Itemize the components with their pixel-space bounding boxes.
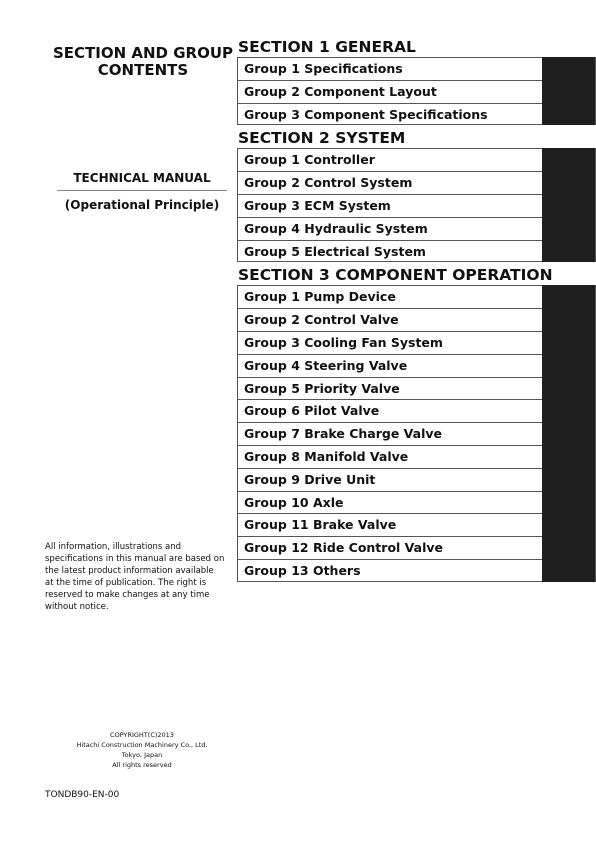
group-link[interactable]	[237, 308, 596, 331]
group-label: Group 4 Hydraulic System	[244, 220, 428, 236]
technical-manual-label: TECHNICAL MANUAL	[73, 171, 211, 185]
group-link[interactable]	[237, 171, 596, 194]
copyright-line: COPYRIGHT(C)2013	[110, 731, 174, 739]
group-link[interactable]	[237, 331, 596, 354]
index-tab	[542, 171, 595, 194]
group-label: Group 10 Axle	[244, 494, 344, 510]
index-tab	[542, 240, 595, 263]
disclaimer-line: without notice.	[45, 602, 109, 612]
group-label: Group 4 Steering Valve	[244, 357, 408, 373]
index-tab	[542, 103, 595, 126]
page-title-line2: CONTENTS	[97, 61, 189, 79]
index-tab	[542, 399, 595, 422]
copyright-notice	[62, 730, 222, 770]
manual-subtitle: (Operational Principle)	[64, 198, 220, 212]
group-list	[237, 57, 596, 125]
disclaimer-line: specifications in this manual are based on	[45, 554, 225, 564]
disclaimer-line: the latest product information available	[45, 566, 214, 576]
index-tab	[542, 513, 595, 536]
index-tab	[542, 194, 595, 217]
index-tab	[542, 354, 595, 377]
group-label: Group 2 Control System	[244, 175, 413, 191]
group-label: Group 7 Brake Charge Valve	[244, 426, 442, 442]
group-label: Group 3 Cooling Fan System	[244, 334, 443, 350]
group-label: Group 5 Priority Valve	[244, 380, 400, 396]
group-link[interactable]	[237, 468, 596, 491]
section-heading: SECTION 1 GENERAL	[238, 38, 416, 56]
index-tab	[542, 80, 595, 103]
index-tab	[542, 57, 595, 80]
group-link[interactable]	[237, 217, 596, 240]
group-label: Group 1 Specifications	[244, 61, 403, 76]
disclaimer	[45, 541, 230, 613]
group-link[interactable]	[237, 445, 596, 468]
group-label: Group 1 Controller	[244, 152, 375, 168]
index-tab	[542, 285, 595, 308]
group-link[interactable]	[237, 399, 596, 422]
group-label: Group 9 Drive Unit	[244, 471, 376, 487]
group-link[interactable]	[237, 103, 596, 126]
document-code: TONDB90-EN-00	[45, 790, 120, 800]
page-title-line1: SECTION AND GROUP	[52, 44, 234, 62]
group-link[interactable]	[237, 377, 596, 400]
section-heading: SECTION 2 SYSTEM	[238, 129, 406, 148]
page-title	[48, 45, 238, 79]
group-link[interactable]	[237, 513, 596, 536]
divider	[57, 190, 227, 191]
group-link[interactable]	[237, 194, 596, 217]
disclaimer-line: All information, illustrations and	[45, 542, 182, 552]
index-tab	[542, 468, 595, 491]
index-tab	[542, 148, 595, 171]
index-tab	[542, 422, 595, 445]
group-label: Group 1 Pump Device	[244, 289, 396, 305]
group-label: Group 3 Component Specifications	[244, 106, 488, 122]
group-list	[237, 148, 596, 262]
index-tab	[542, 536, 595, 559]
group-link[interactable]	[237, 491, 596, 514]
index-tab	[542, 331, 595, 354]
group-link[interactable]	[237, 285, 596, 308]
group-label: Group 13 Others	[244, 562, 361, 578]
group-link[interactable]	[237, 240, 596, 263]
group-label: Group 2 Component Layout	[244, 83, 437, 99]
index-tab	[542, 377, 595, 400]
table-of-contents	[237, 37, 596, 582]
disclaimer-line: reserved to make changes at any time	[45, 590, 210, 600]
group-link[interactable]	[237, 80, 596, 103]
group-link[interactable]	[237, 536, 596, 559]
section-heading: SECTION 3 COMPONENT OPERATION	[238, 266, 553, 285]
copyright-line: Hitachi Construction Machinery Co., Ltd.	[76, 741, 208, 749]
group-label: Group 11 Brake Valve	[244, 517, 397, 533]
group-label: Group 6 Pilot Valve	[244, 403, 380, 419]
group-label: Group 5 Electrical System	[244, 243, 426, 259]
disclaimer-line: at the time of publication. The right is	[45, 578, 207, 588]
index-tab	[542, 308, 595, 331]
group-label: Group 2 Control Valve	[244, 312, 399, 328]
copyright-line: All rights reserved	[112, 761, 172, 769]
index-tab	[542, 445, 595, 468]
group-link[interactable]	[237, 559, 596, 582]
index-tab	[542, 217, 595, 240]
group-link[interactable]	[237, 354, 596, 377]
group-label: Group 8 Manifold Valve	[244, 448, 409, 464]
group-link[interactable]	[237, 422, 596, 445]
copyright-line: Tokyo, Japan	[121, 751, 163, 759]
index-tab	[542, 491, 595, 514]
group-link[interactable]	[237, 57, 596, 80]
group-label: Group 12 Ride Control Valve	[244, 540, 444, 556]
group-list	[237, 285, 596, 581]
group-label: Group 3 ECM System	[244, 197, 391, 213]
index-tab	[542, 559, 595, 582]
group-link[interactable]	[237, 148, 596, 171]
